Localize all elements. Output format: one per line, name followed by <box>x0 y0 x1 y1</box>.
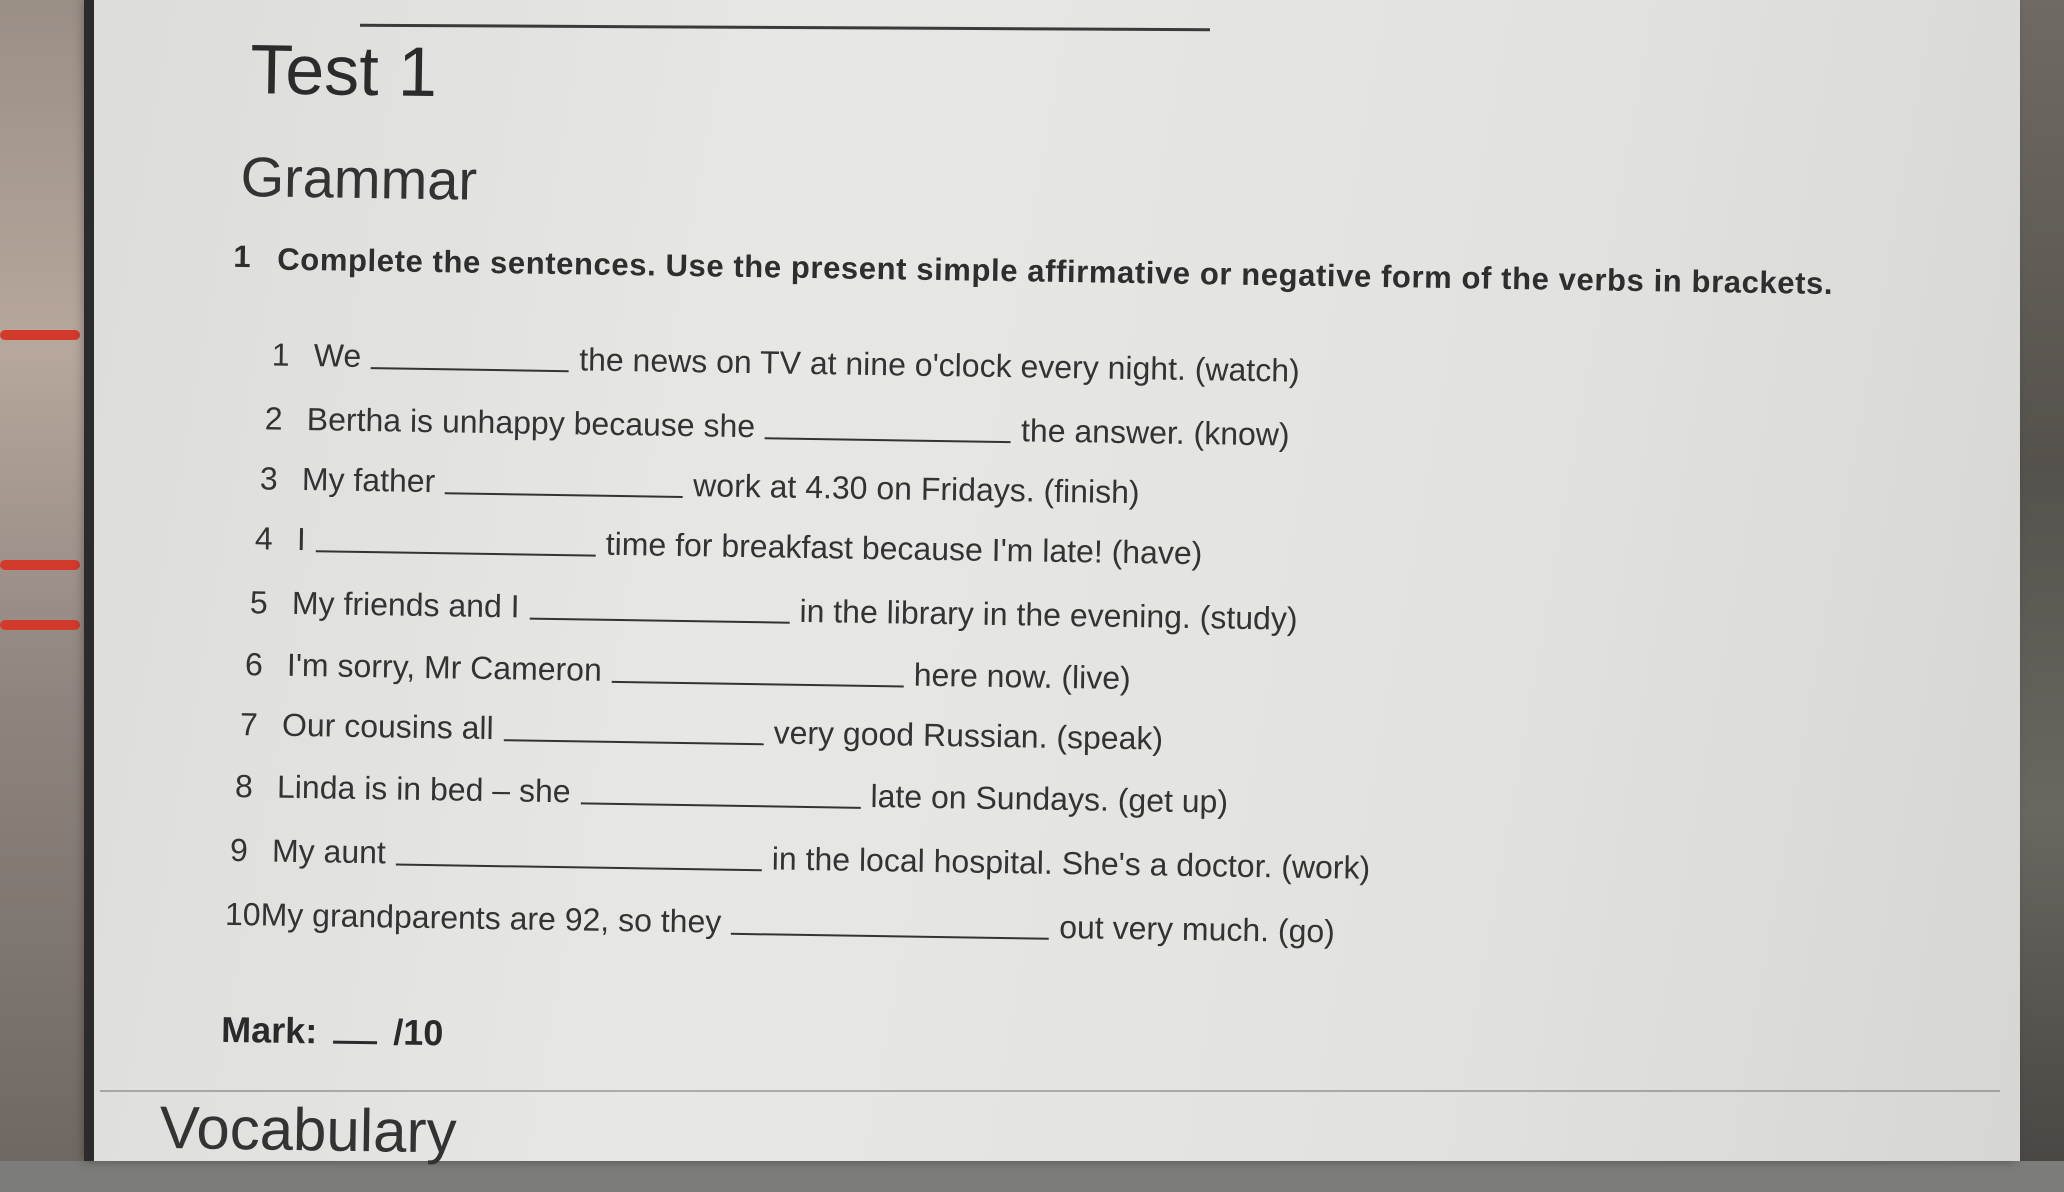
item-text-before: Bertha is unhappy because she <box>306 401 756 445</box>
item-text-before: Linda is in bed – she <box>276 768 571 810</box>
item-text-after: the news on TV at nine o'clock every night. (watch) <box>578 341 1300 389</box>
answer-blank[interactable] <box>529 612 789 624</box>
answer-blank[interactable] <box>503 733 763 745</box>
item-number: 4 <box>254 520 274 557</box>
item-number: 9 <box>229 831 249 869</box>
item-text-before: I'm sorry, Mr Cameron <box>286 646 603 688</box>
test-title: Test 1 <box>249 30 438 112</box>
item-text-before: My friends and I <box>291 584 520 625</box>
exercise-item <box>230 825 1371 887</box>
item-text-after: out very much. (go) <box>1058 908 1336 950</box>
item-number: 1 <box>271 336 290 373</box>
mark-blank[interactable] <box>333 1041 377 1045</box>
item-text-after: in the library in the evening. (study) <box>799 592 1298 637</box>
answer-blank[interactable] <box>396 858 762 872</box>
item-number: 5 <box>249 584 269 621</box>
page-fold-line <box>100 1090 2000 1092</box>
answer-blank[interactable] <box>445 486 683 498</box>
item-text-before: I <box>296 520 307 558</box>
exercise-item <box>255 513 1203 572</box>
answer-blank[interactable] <box>765 431 1011 443</box>
item-text-after: work at 4.30 on Fridays. (finish) <box>692 467 1140 511</box>
exercise-item <box>245 639 1131 697</box>
exercise-item <box>272 330 1301 390</box>
item-text-after: here now. (live) <box>913 656 1132 697</box>
item-text-after: time for breakfast because I'm late! (have) <box>605 525 1203 572</box>
item-number: 7 <box>239 706 259 743</box>
item-number: 3 <box>259 460 278 497</box>
grammar-heading: Grammar <box>240 145 478 212</box>
mark-label: Mark: <box>220 1008 318 1052</box>
item-text-after: late on Sundays. (get up) <box>870 777 1229 820</box>
answer-blank[interactable] <box>731 927 1049 940</box>
item-text-before: My father <box>301 461 436 500</box>
item-number: 8 <box>234 768 254 805</box>
exercise-item <box>250 577 1298 637</box>
item-number: 6 <box>244 646 264 683</box>
item-text-before: My grandparents are 92, so they <box>260 896 722 940</box>
item-text-after: in the local hospital. She's a doctor. (work) <box>771 840 1371 886</box>
item-text-before: Our cousins all <box>281 706 494 747</box>
exercise-item <box>260 453 1140 511</box>
item-text-before: My aunt <box>271 832 387 871</box>
item-text-after: very good Russian. (speak) <box>773 714 1164 757</box>
item-number: 10 <box>224 895 261 933</box>
answer-blank[interactable] <box>612 675 904 688</box>
vocabulary-heading: Vocabulary <box>159 1093 458 1166</box>
mark-total: /10 <box>392 1011 444 1054</box>
exercise-item <box>235 761 1229 821</box>
answer-blank[interactable] <box>371 361 569 372</box>
item-number: 2 <box>264 400 283 437</box>
answer-blank[interactable] <box>316 544 596 556</box>
mark-score <box>221 1009 444 1054</box>
exercise-item <box>225 889 1336 950</box>
item-text-after: the answer. (know) <box>1020 412 1290 453</box>
exercise-instruction: Complete the sentences. Use the present simple affirmative or negative form of the verbs in brackets. <box>277 241 1834 302</box>
answer-blank[interactable] <box>580 796 860 808</box>
exercise-item <box>240 699 1164 757</box>
item-text-before: We <box>313 337 362 374</box>
exercise-number: 1 <box>233 238 251 275</box>
exercise-item <box>265 393 1290 453</box>
